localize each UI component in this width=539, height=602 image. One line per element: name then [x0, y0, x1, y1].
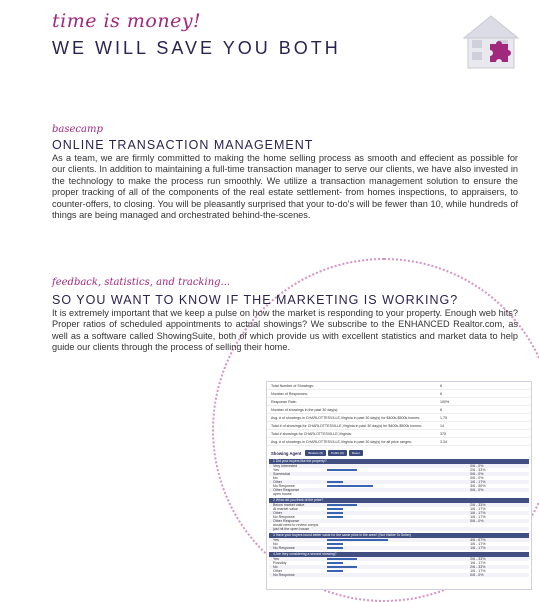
stats-label: Total Number of Showings:: [271, 383, 314, 388]
answer-bar-fill: [327, 539, 388, 541]
answer-percent: 2/6 - 33%: [470, 468, 486, 472]
stats-row: [267, 430, 531, 438]
answer-label: No: [273, 476, 278, 480]
answer-label: Somewhat: [273, 472, 290, 476]
answer-label: Yes: [273, 557, 279, 561]
answer-percent: 2/6 - 33%: [470, 503, 486, 507]
question-list: [267, 459, 531, 577]
section2-body: It is extremely important that we keep a pulse on how the market is responding to your property. Enough web hits? Proper ratios of scheduled appointments to actual showings? We subscribe to the ENHANCED Realtor.com, as well as a software called ShowingSuite, both of which provide us with excellent statistics and market data to help guide our clients through the process of selling their home.: [52, 308, 518, 353]
stats-label: Number of Responses:: [271, 391, 308, 396]
stats-row: [267, 406, 531, 414]
question-title: 2 What did you think of the price?: [269, 498, 529, 503]
answer-bar-track: [327, 469, 418, 471]
question-title: 4 Are they considering a second showing?: [269, 552, 529, 557]
answer-bar-track: [327, 493, 418, 495]
section2-title: SO YOU WANT TO KNOW IF THE MARKETING IS WORKING?: [52, 293, 459, 307]
answer-label: No Response: [273, 515, 295, 519]
question-block: [267, 552, 531, 577]
answer-bar-track: [327, 562, 418, 564]
answer-label: Below market value: [273, 503, 305, 507]
answer-label: Other: [273, 480, 282, 484]
stats-row: [267, 438, 531, 446]
answer-bar-track: [327, 524, 418, 526]
answer-bar-track: [327, 465, 418, 467]
answer-row: [269, 573, 529, 577]
answer-bar-fill: [327, 504, 357, 506]
answer-row: [269, 527, 529, 531]
section1-tag: basecamp: [52, 124, 103, 135]
answer-bar-track: [327, 558, 418, 560]
answer-label: Other: [273, 511, 282, 515]
answer-bar-fill: [327, 516, 342, 518]
answer-bar-fill: [327, 547, 342, 549]
answer-bar-track: [327, 520, 418, 522]
showing-report-screenshot: [266, 381, 532, 590]
answer-row: [269, 546, 529, 550]
headline: WE WILL SAVE YOU BOTH: [52, 38, 341, 58]
stats-value: 14: [439, 423, 444, 428]
answer-bar-track: [327, 504, 418, 506]
answer-percent: 0/6 - 0%: [470, 573, 484, 577]
answer-bar-track: [327, 477, 418, 479]
answer-percent: 3/6 - 50%: [470, 484, 486, 488]
answer-bar-track: [327, 566, 418, 568]
answer-percent: 1/6 - 17%: [470, 511, 486, 515]
question-title: 1 Did your buyers like the property?: [269, 459, 529, 464]
answer-bar-fill: [327, 469, 357, 471]
answer-bar-fill: [327, 558, 357, 560]
question-block: [267, 459, 531, 496]
answer-percent: 1/6 - 17%: [470, 515, 486, 519]
public-filter-button[interactable]: Public (0): [328, 450, 347, 456]
answer-label: Other Response: [273, 519, 300, 523]
stats-label: Total # of showings for CHARLOTTESVILLE,Virginia in past 30 day(s) for $400k-$500k homes:: [271, 423, 422, 428]
answer-percent: 0/6 - 0%: [470, 488, 484, 492]
stats-value: 100%: [439, 399, 450, 404]
answer-percent: 2/6 - 33%: [470, 557, 486, 561]
answer-row: [269, 492, 529, 496]
stats-label: Response Rate:: [271, 399, 297, 404]
answer-label: Other Response: [273, 488, 300, 492]
brokers-filter-button[interactable]: Brokers (6): [305, 450, 326, 456]
answer-percent: 1/6 - 17%: [470, 507, 486, 511]
answer-bar-track: [327, 574, 418, 576]
answer-percent: 0/6 - 0%: [470, 464, 484, 468]
answer-bar-fill: [327, 485, 372, 487]
answer-percent: 0/6 - 0%: [470, 472, 484, 476]
stats-value: 6: [439, 407, 442, 412]
answer-label: No Response: [273, 546, 295, 550]
reset-button[interactable]: Reset: [349, 450, 363, 456]
answer-bar-track: [327, 543, 418, 545]
stats-row: [267, 382, 531, 390]
answer-percent: 0/6 - 0%: [470, 476, 484, 480]
answer-label: No Response: [273, 573, 295, 577]
answer-percent: 1/6 - 17%: [470, 569, 486, 573]
answer-bar-fill: [327, 566, 357, 568]
answer-percent: 1/6 - 17%: [470, 546, 486, 550]
stats-value: 375: [439, 431, 446, 436]
answer-label: No: [273, 542, 278, 546]
answer-bar-fill: [327, 508, 342, 510]
answer-bar-track: [327, 570, 418, 572]
question-block: [267, 533, 531, 550]
stats-value: 3.34: [439, 439, 447, 444]
answer-label: Yes: [273, 468, 279, 472]
question-block: [267, 498, 531, 531]
stats-label: Avg. # of showings in CHARLOTTESVILLE,Virginia in past 30 day(s) for $400k-$500k homes:: [271, 415, 421, 420]
answer-bar-track: [327, 481, 418, 483]
answer-label: At market value: [273, 507, 298, 511]
answer-bar-track: [327, 485, 418, 487]
answer-label: Other: [273, 569, 282, 573]
answer-label: No Response: [273, 484, 295, 488]
answer-bar-track: [327, 512, 418, 514]
answer-bar-fill: [327, 570, 342, 572]
answer-bar-track: [327, 539, 418, 541]
question-title: 3 Have your buyers found better value for the same price in the area? (Not Visible To Seller): [269, 533, 529, 538]
stats-label: Number of showings in the past 30 day(s):: [271, 407, 339, 412]
answer-percent: 0/6 - 0%: [470, 519, 484, 523]
answer-percent: 1/6 - 17%: [470, 561, 486, 565]
answer-percent: 4/6 - 67%: [470, 538, 486, 542]
stats-label: Avg. # of showings in CHARLOTTESVILLE,Virginia in past 30 day(s) for all price ranges:: [271, 439, 412, 444]
stats-row: [267, 422, 531, 430]
answer-label: Very Interested: [273, 464, 298, 468]
answer-label: would need to review comps: [273, 523, 319, 527]
answer-bar-track: [327, 547, 418, 549]
answer-percent: 1/6 - 17%: [470, 480, 486, 484]
stats-value: 6: [439, 383, 442, 388]
stats-value: 1.75: [439, 415, 447, 420]
answer-percent: 2/6 - 33%: [470, 565, 486, 569]
showing-agent-bar: [271, 449, 531, 457]
answer-label: Yes: [273, 538, 279, 542]
answer-bar-fill: [327, 562, 342, 564]
section1-title: ONLINE TRANSACTION MANAGEMENT: [52, 138, 314, 152]
showing-agent-title: Showing Agent: [271, 450, 302, 456]
house-puzzle-logo: [462, 12, 522, 72]
stats-row: [267, 390, 531, 398]
answer-bar-fill: [327, 512, 342, 514]
answer-label: Possibly: [273, 561, 287, 565]
stats-row: [267, 398, 531, 406]
section2-tag: feedback, statistics, and tracking...: [52, 277, 231, 288]
section1-body: As a team, we are firmly committed to making the home selling process as smooth and effecient as possible for our clients. In addition to maintaining a full-time transaction manager to serve our clients, we have also invested in the technology to make the process run smoothly. We utilize a transaction management solution to ensure the proper tracking of all of the components of the real estate settlement- from homes inspections, to appraisers, to counter-offers, to closing. You will be pleasantly surprised that your to-do's will be fewer than 10, while hundreds of things are being managed and orchestrated behind-the-scenes.: [52, 153, 518, 221]
answer-bar-track: [327, 473, 418, 475]
stats-label: Total # showings for CHARLOTTESVILLE,Virginia:: [271, 431, 352, 436]
answer-label: No: [273, 565, 278, 569]
report-stats-table: [267, 382, 531, 446]
answer-percent: 1/6 - 17%: [470, 542, 486, 546]
answer-bar-fill: [327, 543, 342, 545]
answer-bar-fill: [327, 481, 342, 483]
answer-bar-track: [327, 489, 418, 491]
answer-bar-track: [327, 528, 418, 530]
answer-bar-track: [327, 516, 418, 518]
tagline: time is money!: [52, 10, 202, 32]
answer-label: just hit the open house: [273, 527, 310, 531]
answer-label: open house: [273, 492, 292, 496]
answer-bar-track: [327, 508, 418, 510]
stats-value: 6: [439, 391, 442, 396]
stats-row: [267, 414, 531, 422]
